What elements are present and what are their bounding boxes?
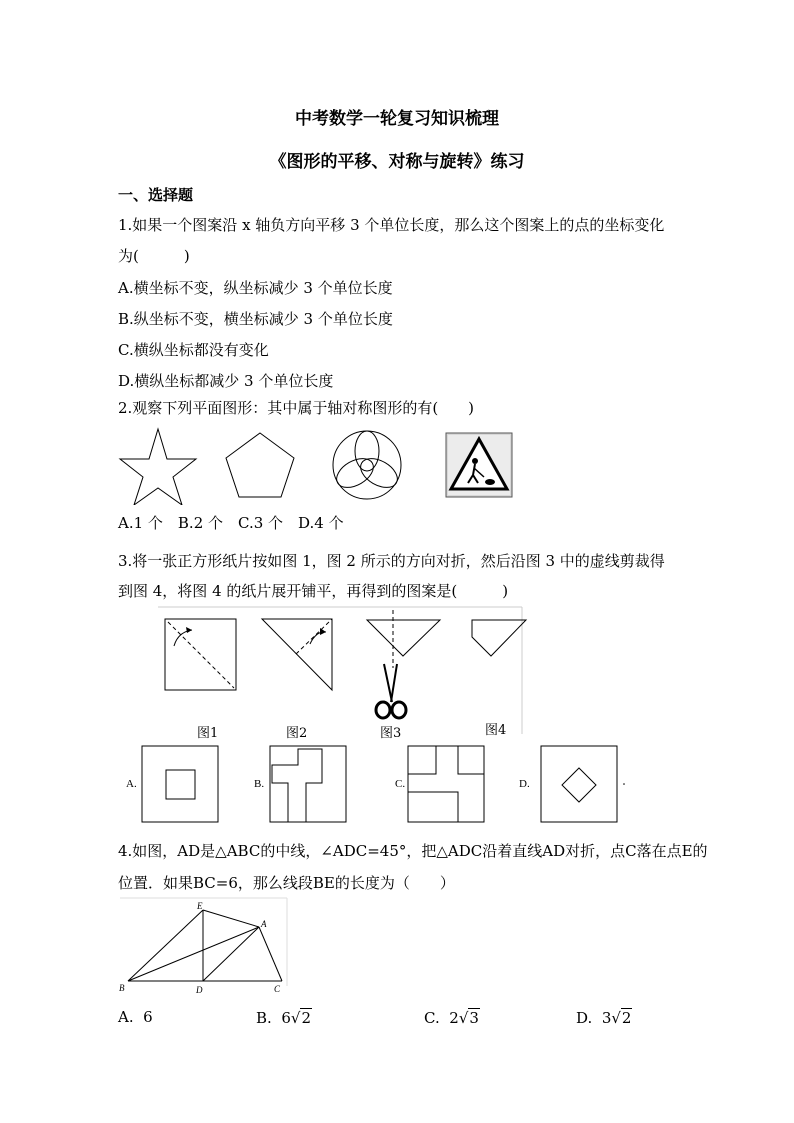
star-icon: [120, 429, 196, 505]
q4-option-c-radicand: 3: [469, 1009, 479, 1027]
sqrt-icon: √2: [611, 1009, 632, 1027]
point-e-label: E: [197, 901, 203, 911]
pentagon-icon: [226, 433, 294, 497]
section-heading: 一、选择题: [118, 186, 194, 204]
fig2-triangle: [262, 619, 332, 690]
q1-option-c: C.横纵坐标都没有变化: [118, 341, 269, 359]
q4-option-c: [424, 1008, 480, 1027]
point-a-label: A: [261, 919, 267, 929]
q2-figures: [118, 425, 518, 505]
option-a-figure: [142, 746, 218, 822]
q3-answer-figures: [138, 742, 628, 828]
fig1-square: [165, 619, 236, 690]
caption-fig1: 图1: [197, 726, 219, 741]
q4-option-c-coef: 2: [449, 1009, 459, 1027]
q4-option-c-label: C.: [424, 1009, 440, 1027]
q4-option-a-label: A.: [118, 1008, 134, 1026]
sqrt-icon: √2: [290, 1009, 311, 1027]
q4-stem-line1: 4.如图，AD是△ABC的中线，∠ADC=45°，把△ADC沿着直线AD对折，点C落在点E的: [118, 842, 708, 860]
q3-option-b-label: B.: [254, 778, 265, 790]
q1-stem-line2: 为( ): [118, 247, 190, 265]
q1-option-a: A.横坐标不变，纵坐标减少 3 个单位长度: [118, 279, 393, 297]
q3-folding-figures: [150, 606, 530, 736]
point-d-label: D: [196, 985, 203, 995]
q1-option-d: D.横纵坐标都减少 3 个单位长度: [118, 372, 334, 390]
option-b-figure: [270, 746, 346, 822]
q4-option-d-radicand: 2: [621, 1009, 632, 1027]
q3-option-d-label: D.: [519, 778, 530, 790]
q4-option-d-label: D.: [576, 1009, 593, 1027]
caption-fig4: 图4: [485, 723, 507, 738]
sqrt-icon: √3: [458, 1009, 479, 1027]
circle-trefoil-icon: [332, 431, 403, 499]
q4-option-b-coef: 6: [281, 1009, 291, 1027]
q3-stem-line1: 3.将一张正方形纸片按如图 1，图 2 所示的方向对折，然后沿图 3 中的虚线剪裁得: [118, 552, 665, 570]
page-subtitle: 《图形的平移、对称与旋转》练习: [269, 152, 525, 172]
caption-fig2: 图2: [286, 726, 308, 741]
q4-option-b: [256, 1008, 312, 1027]
page-title: 中考数学一轮复习知识梳理: [295, 109, 499, 129]
q2-stem: 2.观察下列平面图形：其中属于轴对称图形的有( ): [118, 399, 475, 417]
q1-stem-line1: 1.如果一个图案沿 x 轴负方向平移 3 个单位长度，那么这个图案上的点的坐标变化: [118, 216, 665, 234]
q3-option-a-label: A.: [126, 778, 137, 790]
q1-option-b: B.纵坐标不变，横坐标减少 3 个单位长度: [118, 310, 393, 328]
option-d-figure: [541, 746, 625, 822]
point-c-label: C: [274, 984, 281, 994]
q4-option-b-radicand: 2: [301, 1009, 311, 1027]
point-b-label: B: [119, 983, 125, 993]
q4-stem-line2: 位置．如果BC=6，那么线段BE的长度为（ ）: [118, 874, 455, 892]
fig4-cut-shape: [472, 620, 526, 656]
q4-option-b-label: B.: [256, 1009, 272, 1027]
scissors-icon: [376, 664, 406, 718]
q3-option-c-label: C.: [395, 778, 406, 790]
fig3-triangle-with-scissors: [367, 610, 440, 718]
option-c-figure: [408, 746, 484, 822]
q3-stem-line2: 到图 4，将图 4 的纸片展开铺平，再得到的图案是( ): [118, 582, 509, 600]
q2-options: A.1 个 B.2 个 C.3 个 D.4 个: [118, 514, 344, 532]
q4-option-a: [118, 1008, 153, 1026]
q4-triangle-diagram: [115, 896, 290, 1000]
q4-option-a-value: 6: [143, 1008, 153, 1026]
q4-option-d: [576, 1008, 632, 1027]
q4-option-d-coef: 3: [601, 1009, 612, 1027]
caption-fig3: 图3: [380, 726, 402, 741]
warning-sign-icon: [446, 433, 512, 497]
